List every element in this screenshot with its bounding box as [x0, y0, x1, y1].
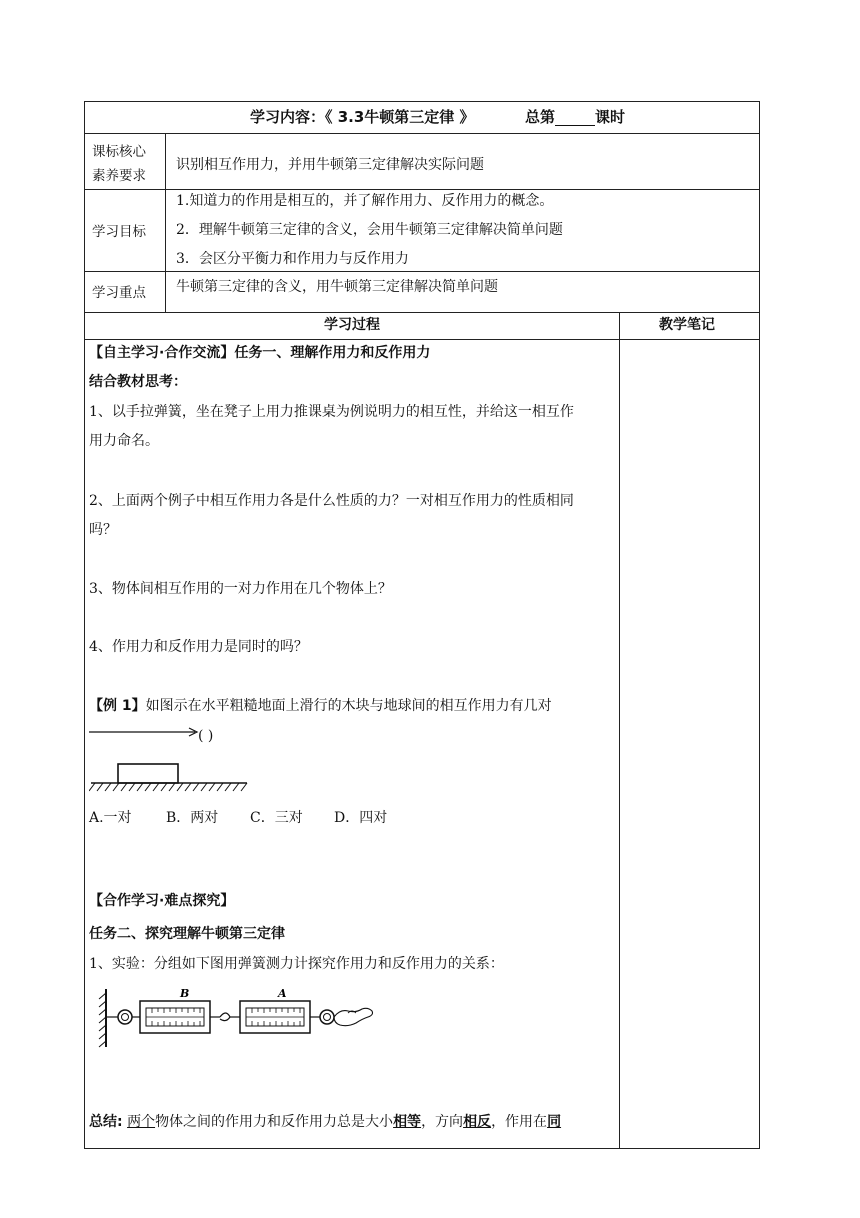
goal-item: 2．理解牛顿第三定律的含义，会用牛顿第三定律解决简单问题 — [176, 222, 563, 238]
core-label-line2: 素养要求 — [92, 168, 146, 184]
table-border-bottom — [84, 1148, 760, 1149]
answer-parentheses: ( ) — [198, 728, 214, 744]
divider-notes-column — [619, 312, 620, 1149]
block-on-ground-icon — [89, 761, 249, 793]
experiment-text: 1、实验：分组如下图用弹簧测力计探究作用力和反作用力的关系： — [89, 956, 504, 972]
notes-column-header: 教学笔记 — [659, 317, 715, 333]
option-d: D．四对 — [334, 810, 388, 826]
divider-label-column — [165, 133, 166, 312]
table-border-right — [759, 101, 760, 1149]
section2-heading: 【合作学习·难点探究】 — [89, 893, 235, 909]
question-1-line1: 1、以手拉弹簧，坐在凳子上用力推课桌为例说明力的相互性，并给这一相互作 — [89, 404, 574, 420]
table-border-left — [84, 101, 85, 1149]
option-a: A.一对 — [89, 810, 132, 826]
goals-label: 学习目标 — [92, 224, 146, 240]
process-column-header: 学习过程 — [324, 317, 380, 333]
focus-text: 牛顿第三定律的含义，用牛顿第三定律解决简单问题 — [176, 279, 498, 295]
task2-heading: 任务二、探究理解牛顿第三定律 — [89, 926, 285, 942]
divider-header — [84, 133, 760, 134]
divider-columns — [84, 339, 760, 340]
summary-equal: 相等 — [393, 1114, 422, 1130]
summary-underlined-two: 两个 — [127, 1114, 156, 1130]
summary-line — [89, 1113, 561, 1131]
question-2-line1: 2、上面两个例子中相互作用力各是什么性质的力？一对相互作用力的性质相同 — [89, 493, 574, 509]
focus-label: 学习重点 — [92, 285, 146, 301]
velocity-arrow-icon — [89, 726, 201, 738]
summary-opposite: 相反 — [463, 1114, 492, 1130]
option-b: B．两对 — [166, 810, 219, 826]
scale-b-label: B — [180, 987, 190, 1000]
goal-item: 1.知道力的作用是相互的，并了解作用力、反作用力的概念。 — [176, 193, 554, 209]
example-text: 如图示在水平粗糙地面上滑行的木块与地球间的相互作用力有几对 — [145, 698, 552, 714]
example-1 — [89, 697, 552, 715]
section1-subheading: 结合教材思考： — [89, 374, 187, 390]
divider-goals — [84, 271, 760, 272]
goal-item: 3．会区分平衡力和作用力与反作用力 — [176, 251, 409, 267]
worksheet-table — [84, 101, 760, 1149]
divider-focus — [84, 312, 760, 313]
core-requirement-text: 识别相互作用力，并用牛顿第三定律解决实际问题 — [176, 157, 484, 173]
summary-label: 总结: — [89, 1114, 123, 1130]
divider-core — [84, 189, 760, 190]
section1-heading: 【自主学习·合作交流】任务一、理解作用力和反作用力 — [89, 345, 431, 361]
summary-text: 物体之间的作用力和反作用力总是大小 — [155, 1114, 394, 1130]
summary-same: 同 — [547, 1114, 562, 1130]
spring-scales-icon — [96, 983, 386, 1053]
table-border-top — [84, 101, 760, 102]
option-c: C．三对 — [250, 810, 303, 826]
lesson-number-blank — [555, 111, 595, 126]
summary-direction: ，方向 — [421, 1114, 464, 1130]
summary-act-on: ，作用在 — [491, 1114, 548, 1130]
question-3: 3、物体间相互作用的一对力作用在几个物体上？ — [89, 581, 392, 597]
example-label: 【例 1】 — [89, 698, 146, 714]
question-4: 4、作用力和反作用力是同时的吗？ — [89, 639, 308, 655]
question-1-line2: 用力命名。 — [89, 433, 159, 449]
lesson-title: 学习内容：《 3.3牛顿第三定律 》 总第 课时 — [250, 108, 626, 126]
question-2-line2: 吗？ — [89, 522, 117, 538]
core-label-line1: 课标核心 — [92, 144, 146, 160]
scale-a-label: A — [278, 987, 287, 1000]
